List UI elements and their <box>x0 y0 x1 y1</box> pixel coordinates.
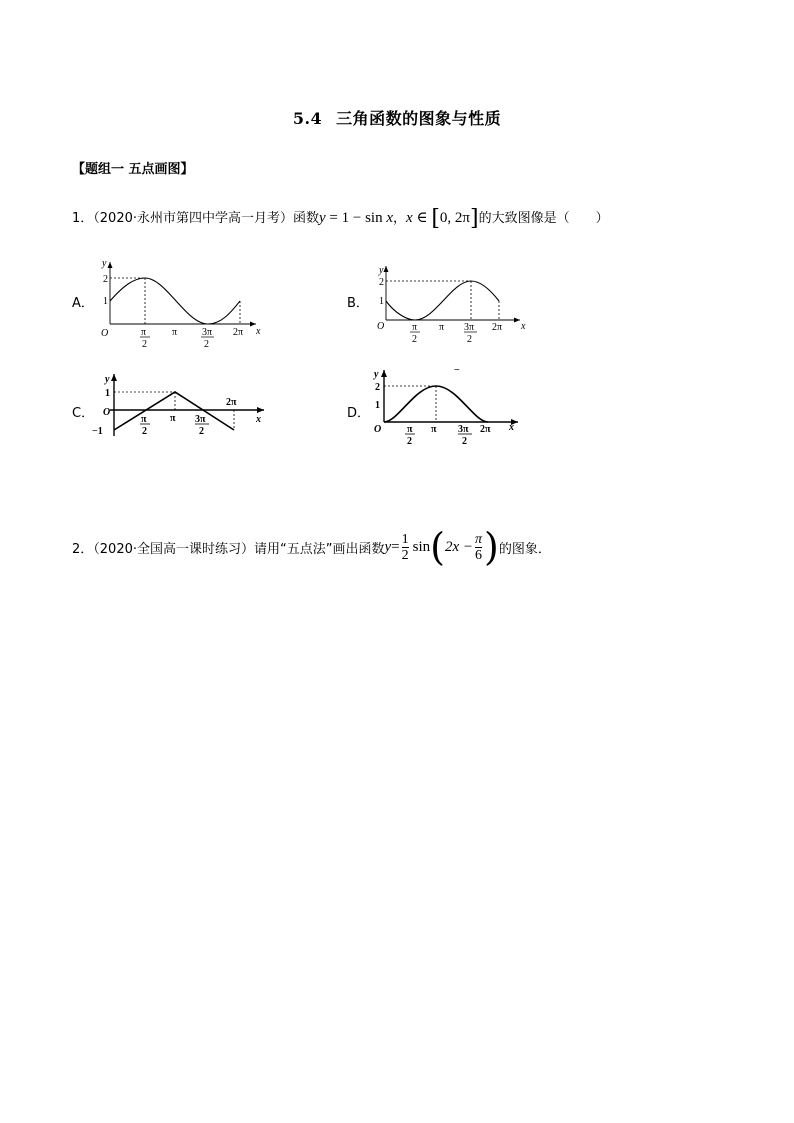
fraction-one-half: $\frac{1}{2}$ <box>401 531 409 563</box>
option-a-label[interactable]: A． <box>72 296 94 311</box>
q1-prefix: 1．（2020·永州市第四中学高一月考）函数 <box>72 211 319 226</box>
tick-3pi-half-num: 3π <box>458 424 469 435</box>
tick-3pi-half-num: 3π <box>202 327 213 338</box>
curve <box>114 392 234 430</box>
y-label: y <box>379 265 384 276</box>
y-axis-arrow <box>111 374 117 381</box>
q2-formula: y = $\frac{1}{2}$ sin ( 2x − $\frac{\pi}{6}$ ) <box>384 525 499 569</box>
group-heading: 【题组一 五点画图】 <box>72 162 194 177</box>
tick-1: 1 <box>375 400 380 411</box>
option-d-label[interactable]: D． <box>347 406 371 421</box>
tick-2: 2 <box>379 277 384 288</box>
tick-3pi-half-den: 2 <box>199 426 204 437</box>
tick-2pi: 2π <box>492 322 503 333</box>
q2-suffix: 的图象． <box>498 541 551 557</box>
stray-mark: − <box>454 365 460 376</box>
origin-label: O <box>101 328 109 339</box>
tick-2pi: 2π <box>480 424 491 435</box>
y-axis-arrow <box>108 262 113 268</box>
origin-label: O <box>377 321 385 332</box>
y-axis-arrow <box>381 370 387 377</box>
tick-pi-half-den: 2 <box>142 339 147 350</box>
q2-prefix: 2．（2020·全国高一课时练习）请用“五点法”画出函数 <box>72 541 385 557</box>
tick-pi: π <box>172 327 178 338</box>
tick-pi: π <box>170 413 176 424</box>
tick-pi-half-num: π <box>141 327 147 338</box>
q1-suffix: 的大致图像是（ ） <box>478 211 609 226</box>
option-d-graph[interactable] <box>370 366 530 446</box>
x-label: x <box>509 422 514 433</box>
q1-sep: ， <box>393 211 407 226</box>
tick-1: 1 <box>103 296 108 307</box>
section-number: 5.4 <box>292 109 323 128</box>
tick-pi-half-num: π <box>141 414 147 425</box>
y-label: y <box>102 258 107 269</box>
option-b-label[interactable]: B． <box>347 296 369 311</box>
question-2 <box>72 525 551 569</box>
tick-pi-half-den: 2 <box>412 334 417 345</box>
origin-label: O <box>103 407 111 418</box>
option-a-graph[interactable] <box>96 256 266 348</box>
tick-pi: π <box>431 424 437 435</box>
x-label: x <box>256 326 261 337</box>
option-c-graph[interactable] <box>92 368 276 440</box>
tick-pi-half-den: 2 <box>142 426 147 437</box>
x-axis-arrow <box>257 407 264 413</box>
option-c-label[interactable]: C． <box>72 406 95 421</box>
x-axis-arrow <box>514 318 520 323</box>
tick-2: 2 <box>375 382 380 393</box>
tick-3pi-half-den: 2 <box>204 339 209 350</box>
fraction-pi-sixth: $\frac{\pi}{6}$ <box>474 531 482 563</box>
tick-3pi-half-den: 2 <box>467 334 472 345</box>
tick-pi-half-den: 2 <box>407 436 412 447</box>
curve <box>386 281 499 320</box>
x-label: x <box>521 321 526 332</box>
question-1 <box>72 206 609 231</box>
tick-2pi: 2π <box>233 327 244 338</box>
q1-formula: y = 1 − sin x <box>319 210 394 226</box>
tick-minus-1: −1 <box>92 426 103 437</box>
tick-2pi: 2π <box>226 397 237 408</box>
tick-1: 1 <box>105 388 110 399</box>
tick-3pi-half-num: 3π <box>464 322 475 333</box>
section-title: 三角函数的图象与性质 <box>336 109 502 128</box>
tick-pi-half-num: π <box>412 322 418 333</box>
origin-label: O <box>374 424 382 435</box>
page-title <box>0 106 794 129</box>
y-label: y <box>105 374 110 385</box>
y-axis-arrow <box>384 266 389 272</box>
tick-3pi-half-num: 3π <box>195 414 206 425</box>
x-label: x <box>256 414 261 425</box>
option-b-graph[interactable] <box>372 262 532 348</box>
tick-1: 1 <box>379 296 384 307</box>
curve <box>110 278 240 324</box>
y-label: y <box>374 369 379 380</box>
tick-2: 2 <box>103 274 108 285</box>
tick-pi: π <box>439 322 445 333</box>
tick-pi-half-num: π <box>407 424 413 435</box>
tick-3pi-half-den: 2 <box>462 436 467 447</box>
q1-domain: x ∈ [0, 2π] <box>406 206 479 231</box>
